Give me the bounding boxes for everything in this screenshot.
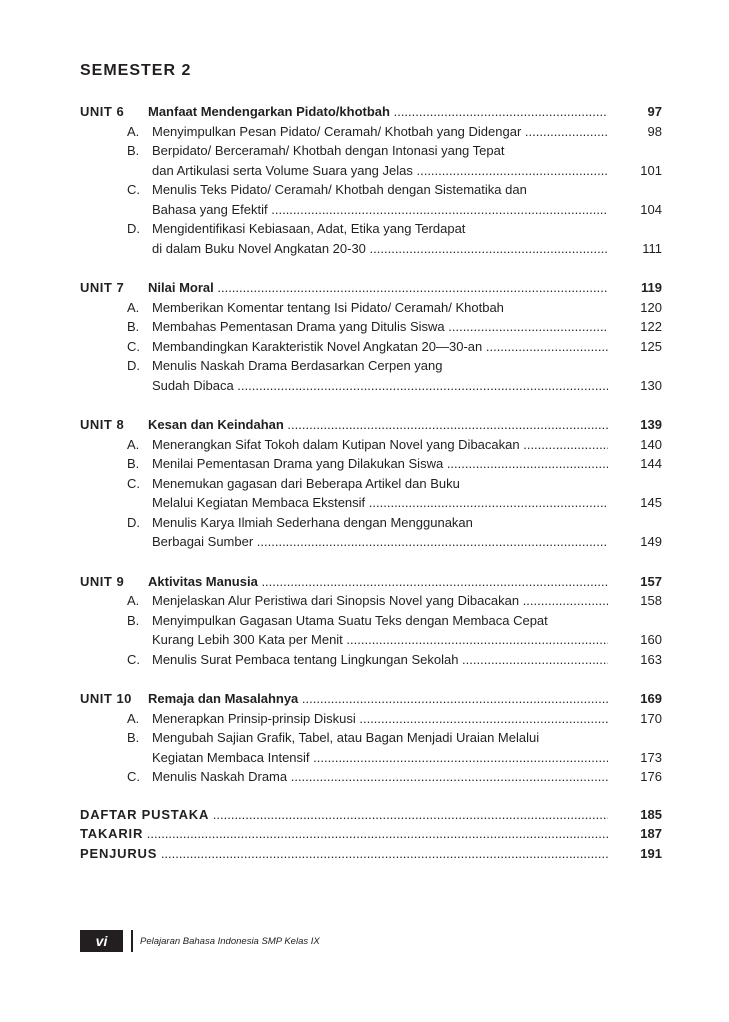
unit-title: Kesan dan Keindahan (148, 417, 284, 432)
toc-entry-line (80, 356, 662, 376)
unit-heading-text (80, 278, 608, 298)
entry-letter: C. (127, 182, 140, 197)
entry-title: Melalui Kegiatan Membaca Ekstensif ..... (152, 493, 608, 513)
entry-letter: A. (127, 299, 140, 315)
entry-title: Menyimpulkan Pesan Pidato/ Ceramah/ Khotbah yang Didengar ..... (152, 122, 608, 142)
unit-heading-text (80, 689, 608, 709)
toc-entry-line (80, 728, 662, 748)
entry-title: Berbagai Sumber ..... (152, 532, 608, 552)
back-matter-entry (80, 805, 662, 825)
entry-title: Kegiatan Membaca Intensif ..... (152, 748, 608, 768)
entry-letter: B. (127, 319, 140, 334)
footer-divider (131, 930, 133, 952)
entry-page-number: 140 (632, 435, 662, 455)
unit-page-number: 157 (632, 572, 662, 592)
unit-page-number: 97 (632, 102, 662, 122)
toc-entry-line (80, 493, 662, 513)
back-matter-entry (80, 824, 662, 844)
entry-letter: B. (127, 612, 140, 628)
entry-title: di dalam Buku Novel Angkatan 20-30 ..... (152, 239, 608, 259)
entry-letter: B. (127, 456, 140, 471)
unit-title: Aktivitas Manusia (148, 573, 258, 589)
entry-title: Berpidato/ Berceramah/ Khotbah dengan Intonasi yang Tepat (152, 143, 505, 158)
entry-title: Kurang Lebih 300 Kata per Menit ..... (152, 630, 608, 650)
entry-page-number: 163 (632, 650, 662, 670)
toc-entry-line (80, 180, 662, 200)
footer-book-title: Pelajaran Bahasa Indonesia SMP Kelas IX (140, 935, 320, 947)
page-footer (80, 930, 320, 952)
toc-entry-line (80, 474, 662, 494)
entry-title: Menulis Karya Ilmiah Sederhana dengan Menggunakan (152, 514, 473, 530)
entry-letter: A. (127, 436, 140, 452)
unit-label: UNIT 9 (80, 573, 125, 589)
toc-entry-line (80, 219, 662, 239)
toc-entry-line (80, 317, 662, 337)
entry-page-number: 160 (632, 630, 662, 650)
entry-page-number: 173 (632, 748, 662, 768)
entry-letter: C. (127, 475, 140, 491)
entry-title: Menulis Teks Pidato/ Ceramah/ Khotbah dengan Sistematika dan (152, 182, 527, 197)
toc-entry-line (80, 239, 662, 259)
table-of-contents (80, 102, 662, 863)
entry-title: Membahas Pementasan Drama yang Ditulis Siswa ..... (152, 317, 608, 337)
entry-page-number: 170 (632, 709, 662, 729)
toc-entry-line (80, 532, 662, 552)
unit-title: Nilai Moral (148, 280, 214, 295)
entry-page-number: 130 (632, 376, 662, 396)
entry-title: Menilai Pementasan Drama yang Dilakukan Siswa ..... (152, 454, 608, 474)
unit-heading (80, 689, 662, 709)
toc-entry-line (80, 200, 662, 220)
entry-letter: C. (127, 338, 140, 354)
unit-label: UNIT 7 (80, 280, 125, 295)
page-number: vi (80, 930, 123, 952)
back-matter-entry (80, 844, 662, 864)
unit-heading (80, 572, 662, 592)
unit-section (80, 102, 662, 258)
toc-entry-line (80, 454, 662, 474)
unit-section (80, 572, 662, 670)
entry-title: dan Artikulasi serta Volume Suara yang Jelas ..... (152, 161, 608, 181)
entry-letter: B. (127, 730, 140, 745)
unit-label: UNIT 6 (80, 104, 125, 119)
unit-title: Manfaat Mendengarkan Pidato/khotbah (148, 104, 390, 119)
toc-entry-line (80, 376, 662, 396)
entry-letter: B. (127, 143, 140, 158)
unit-page-number: 119 (632, 278, 662, 298)
entry-title: Menulis Naskah Drama Berdasarkan Cerpen yang (152, 358, 443, 373)
unit-heading (80, 278, 662, 298)
unit-title: Remaja dan Masalahnya (148, 691, 299, 706)
entry-page-number: 149 (632, 532, 662, 552)
entry-title: Menyimpulkan Gagasan Utama Suatu Teks dengan Membaca Cepat (152, 612, 548, 628)
toc-entry-line (80, 298, 662, 318)
entry-page-number: 101 (632, 161, 662, 181)
back-matter-title: PENJURUS ..... (80, 844, 608, 864)
entry-page-number: 145 (632, 493, 662, 513)
entry-title: Menulis Naskah Drama ..... (152, 767, 608, 787)
entry-letter: D. (127, 221, 140, 236)
entry-letter: C. (127, 769, 140, 784)
unit-heading (80, 415, 662, 435)
back-matter-title: DAFTAR PUSTAKA ..... (80, 805, 608, 825)
entry-title: Menjelaskan Alur Peristiwa dari Sinopsis Novel yang Dibacakan ..... (152, 591, 608, 611)
entry-title: Memberikan Komentar tentang Isi Pidato/ Ceramah/ Khotbah (152, 299, 504, 315)
toc-entry-line (80, 767, 662, 787)
entry-letter: C. (127, 651, 140, 667)
entry-page-number: 122 (632, 317, 662, 337)
unit-label: UNIT 8 (80, 417, 125, 432)
back-matter-list (80, 805, 662, 864)
entry-page-number: 125 (632, 337, 662, 357)
entry-title: Menulis Surat Pembaca tentang Lingkungan Sekolah ..... (152, 650, 608, 670)
entry-page-number: 104 (632, 200, 662, 220)
entry-letter: A. (127, 593, 140, 608)
unit-section (80, 278, 662, 395)
entry-title: Menerangkan Sifat Tokoh dalam Kutipan Novel yang Dibacakan ..... (152, 435, 608, 455)
unit-section (80, 689, 662, 787)
entry-letter: A. (127, 123, 140, 139)
entry-title: Mengubah Sajian Grafik, Tabel, atau Bagan Menjadi Uraian Melalui (152, 730, 540, 745)
entry-title: Menerapkan Prinsip-prinsip Diskusi ..... (152, 709, 608, 729)
toc-entry-line (80, 611, 662, 631)
toc-entry-line (80, 650, 662, 670)
unit-section (80, 415, 662, 552)
toc-entry-line (80, 748, 662, 768)
semester-title: SEMESTER 2 (80, 62, 192, 79)
toc-entry-line (80, 709, 662, 729)
back-matter-page-number: 191 (632, 844, 662, 864)
unit-page-number: 139 (632, 415, 662, 435)
back-matter-page-number: 187 (632, 824, 662, 844)
toc-entry-line (80, 337, 662, 357)
entry-letter: D. (127, 358, 140, 373)
entry-title: Membandingkan Karakteristik Novel Angkatan 20—30-an ..... (152, 337, 608, 357)
entry-title: Sudah Dibaca ..... (152, 376, 608, 396)
unit-heading-text (80, 415, 608, 435)
entry-page-number: 176 (632, 767, 662, 787)
unit-heading-text (80, 572, 608, 592)
entry-page-number: 120 (632, 298, 662, 318)
toc-entry-line (80, 591, 662, 611)
unit-page-number: 169 (632, 689, 662, 709)
unit-heading-text (80, 102, 608, 122)
toc-entry-line (80, 161, 662, 181)
entry-page-number: 144 (632, 454, 662, 474)
unit-heading (80, 102, 662, 122)
toc-entry-line (80, 141, 662, 161)
entry-title: Mengidentifikasi Kebiasaan, Adat, Etika yang Terdapat (152, 221, 466, 236)
entry-letter: D. (127, 514, 140, 530)
unit-label: UNIT 10 (80, 691, 132, 706)
entry-page-number: 111 (632, 239, 662, 259)
back-matter-title: TAKARIR ..... (80, 824, 608, 844)
back-matter-page-number: 185 (632, 805, 662, 825)
toc-entry-line (80, 122, 662, 142)
entry-page-number: 98 (632, 122, 662, 142)
entry-letter: A. (127, 710, 140, 726)
toc-entry-line (80, 630, 662, 650)
entry-title: Bahasa yang Efektif ..... (152, 200, 608, 220)
entry-page-number: 158 (632, 591, 662, 611)
entry-title: Menemukan gagasan dari Beberapa Artikel dan Buku (152, 475, 460, 491)
toc-entry-line (80, 435, 662, 455)
toc-entry-line (80, 513, 662, 533)
